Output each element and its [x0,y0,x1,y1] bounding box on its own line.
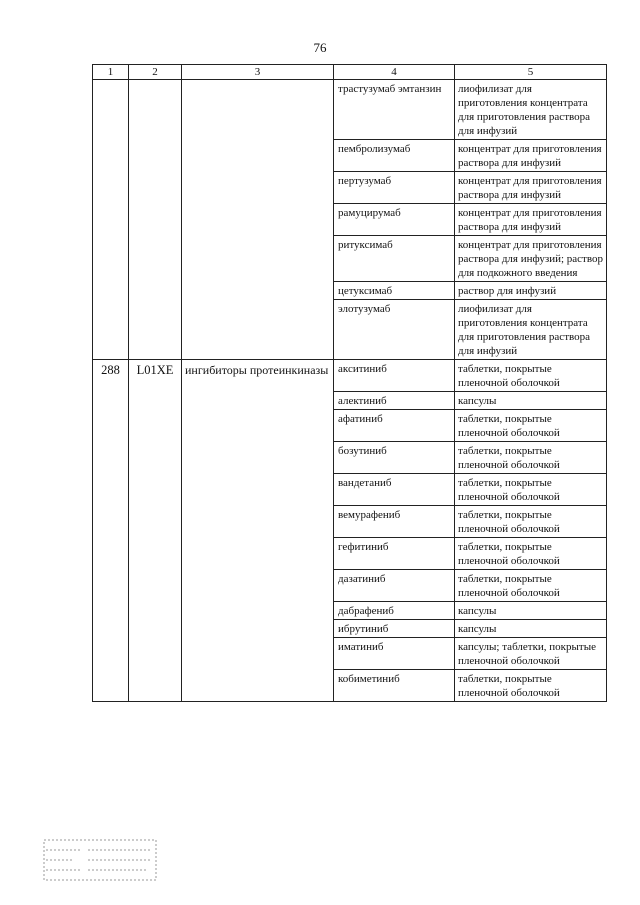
drug-name: кобиметиниб [334,670,455,702]
number-cell [93,80,129,360]
drug-name: цетуксимаб [334,282,455,300]
dosage-form: капсулы [455,602,607,620]
drug-name: алектиниб [334,392,455,410]
drug-table [92,64,607,702]
dosage-form: капсулы; таблетки, покрытые пленочной оболочкой [455,638,607,670]
atc-code: L01XE [129,360,182,702]
column-header: 4 [334,65,455,80]
dosage-form: концентрат для приготовления раствора для инфузий; раствор для подкожного введения [455,236,607,282]
drug-name: пертузумаб [334,172,455,204]
dosage-form: таблетки, покрытые пленочной оболочкой [455,474,607,506]
dosage-form: капсулы [455,620,607,638]
column-header: 2 [129,65,182,80]
drug-name: бозутиниб [334,442,455,474]
drug-name: гефитиниб [334,538,455,570]
dosage-form: таблетки, покрытые пленочной оболочкой [455,538,607,570]
group-cell [182,80,334,360]
column-header: 3 [182,65,334,80]
drug-name: элотузумаб [334,300,455,360]
drug-name: ритуксимаб [334,236,455,282]
drug-name: вемурафениб [334,506,455,538]
header-row [93,65,607,80]
code-cell [129,80,182,360]
dosage-form: капсулы [455,392,607,410]
page-number: 76 [313,40,327,55]
dosage-form: раствор для инфузий [455,282,607,300]
dosage-form: таблетки, покрытые пленочной оболочкой [455,670,607,702]
dosage-form: таблетки, покрытые пленочной оболочкой [455,442,607,474]
dosage-form: лиофилизат для приготовления концентрата для приготовления раствора для инфузий [455,80,607,140]
dosage-form: таблетки, покрытые пленочной оболочкой [455,410,607,442]
drug-name: афатиниб [334,410,455,442]
registration-stamp [42,838,158,882]
column-header: 5 [455,65,607,80]
drug-name: иматиниб [334,638,455,670]
drug-name: ибрутиниб [334,620,455,638]
table-row [93,80,607,140]
drug-name: акситиниб [334,360,455,392]
column-header: 1 [93,65,129,80]
drug-name: дазатиниб [334,570,455,602]
dosage-form: таблетки, покрытые пленочной оболочкой [455,506,607,538]
dosage-form: лиофилизат для приготовления концентрата для приготовления раствора для инфузий [455,300,607,360]
drug-name: вандетаниб [334,474,455,506]
drug-name: пембролизумаб [334,140,455,172]
group-number: 288 [93,360,129,702]
dosage-form: таблетки, покрытые пленочной оболочкой [455,360,607,392]
dosage-form: концентрат для приготовления раствора для инфузий [455,204,607,236]
group-title: ингибиторы протеинкиназы [182,360,334,702]
drug-name: рамуцирумаб [334,204,455,236]
dosage-form: таблетки, покрытые пленочной оболочкой [455,570,607,602]
dosage-form: концентрат для приготовления раствора для инфузий [455,172,607,204]
table-row [93,360,607,392]
drug-name: дабрафениб [334,602,455,620]
dosage-form: концентрат для приготовления раствора для инфузий [455,140,607,172]
drug-name: трастузумаб эмтанзин [334,80,455,140]
